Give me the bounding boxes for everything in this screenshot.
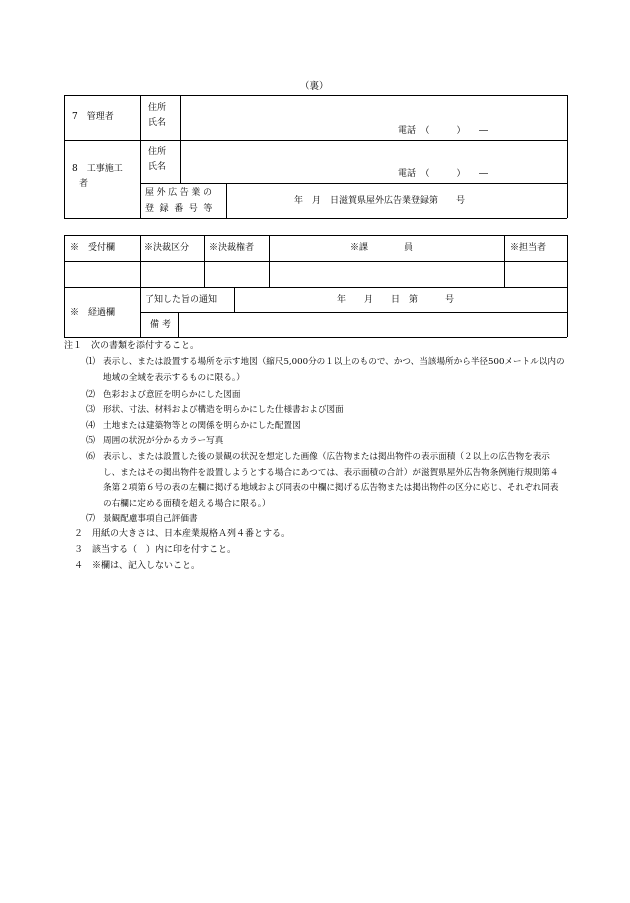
note-item-6-text: 表示し、または設置した後の景観の状況を想定した画像（広告物または掲出物件の表示面積（２以上の広告物を表示し、またはその掲出物件を設置しようとする場合にあつては、表示面積の合計）が滋賀県屋外広告物条例施行規則第４条第２項第６号の表の左欄に掲げる地域および同表の中欄に掲げる広告物または掲出物件の区分に応じ、それぞれ同表の右欄に定める面積を超える場合に限る。） [103,452,559,509]
staff-header: ※課 員 [350,243,414,253]
decision-category-header: ※決裁区分 [144,243,190,253]
contractor-address-name-label: 住所 氏名 [148,147,167,172]
manager-label: 7 管理者 [72,112,114,122]
contractor-label-cont: 者 [79,179,89,189]
note-item-2-text: 色彩および意匠を明らかにした図面 [103,390,241,400]
note-item-6-num: ⑹ [86,452,96,462]
reception-header: ※ 受付欄 [70,243,116,253]
remarks-label: 備考 [150,320,175,330]
manager-address-name-label: 住所 氏名 [148,103,167,128]
decision-authority-header: ※決裁権者 [209,243,255,253]
note-item-7-num: ⑺ [86,514,96,524]
note-item-1-num: ⑴ [86,357,96,367]
note-item-5-num: ⑸ [86,436,96,446]
note-item-4-text: 土地または建築物等との関係を明らかにした配置図 [103,421,301,431]
manager-phone: 電話 （ ） ― [398,126,489,136]
note-item-7-text: 景観配慮事項自己評価書 [103,514,198,524]
note-item-4-num: ⑷ [86,421,96,431]
contractor-phone: 電話 （ ） ― [398,169,489,179]
note-item-3-num: ⑶ [86,405,96,415]
note-item-2-num: ⑵ [86,390,96,400]
registration-label-cont: 登録番号等 [145,204,219,214]
note1-title: 注１ 次の書類を添付すること。 [64,341,200,351]
registration-label: 屋外広告業の [145,188,215,198]
notice-label: 了知した旨の通知 [145,295,218,305]
registration-value: 年 月 日滋賀県屋外広告業登録第 号 [294,196,466,206]
note-item-1-text: 表示し、または設置する場所を示す地図（縮尺5,000分の１以上のもので、かつ、当該場所から半径500メートル以内の地域の全域を表示するものに限る。） [103,357,565,383]
note3: ３ 該当する（ ）内に印を付すこと。 [74,545,237,555]
note4: ４ ※欄は、記入しないこと。 [74,561,201,571]
person-in-charge-header: ※担当者 [510,243,547,253]
note-item-3-text: 形状、寸法、材料および構造を明らかにした仕様書および図面 [103,405,344,415]
page-heading: （裏） [300,81,329,92]
notice-value: 年 月 日 第 号 [337,295,455,305]
contractor-label: 8 工事施工 [72,164,123,174]
progress-label: ※ 経過欄 [70,308,116,318]
note-item-5-text: 周囲の状況が分かるカラー写真 [103,436,224,446]
note2: ２ 用紙の大きさは、日本産業規格Ａ列４番とする。 [74,529,291,539]
